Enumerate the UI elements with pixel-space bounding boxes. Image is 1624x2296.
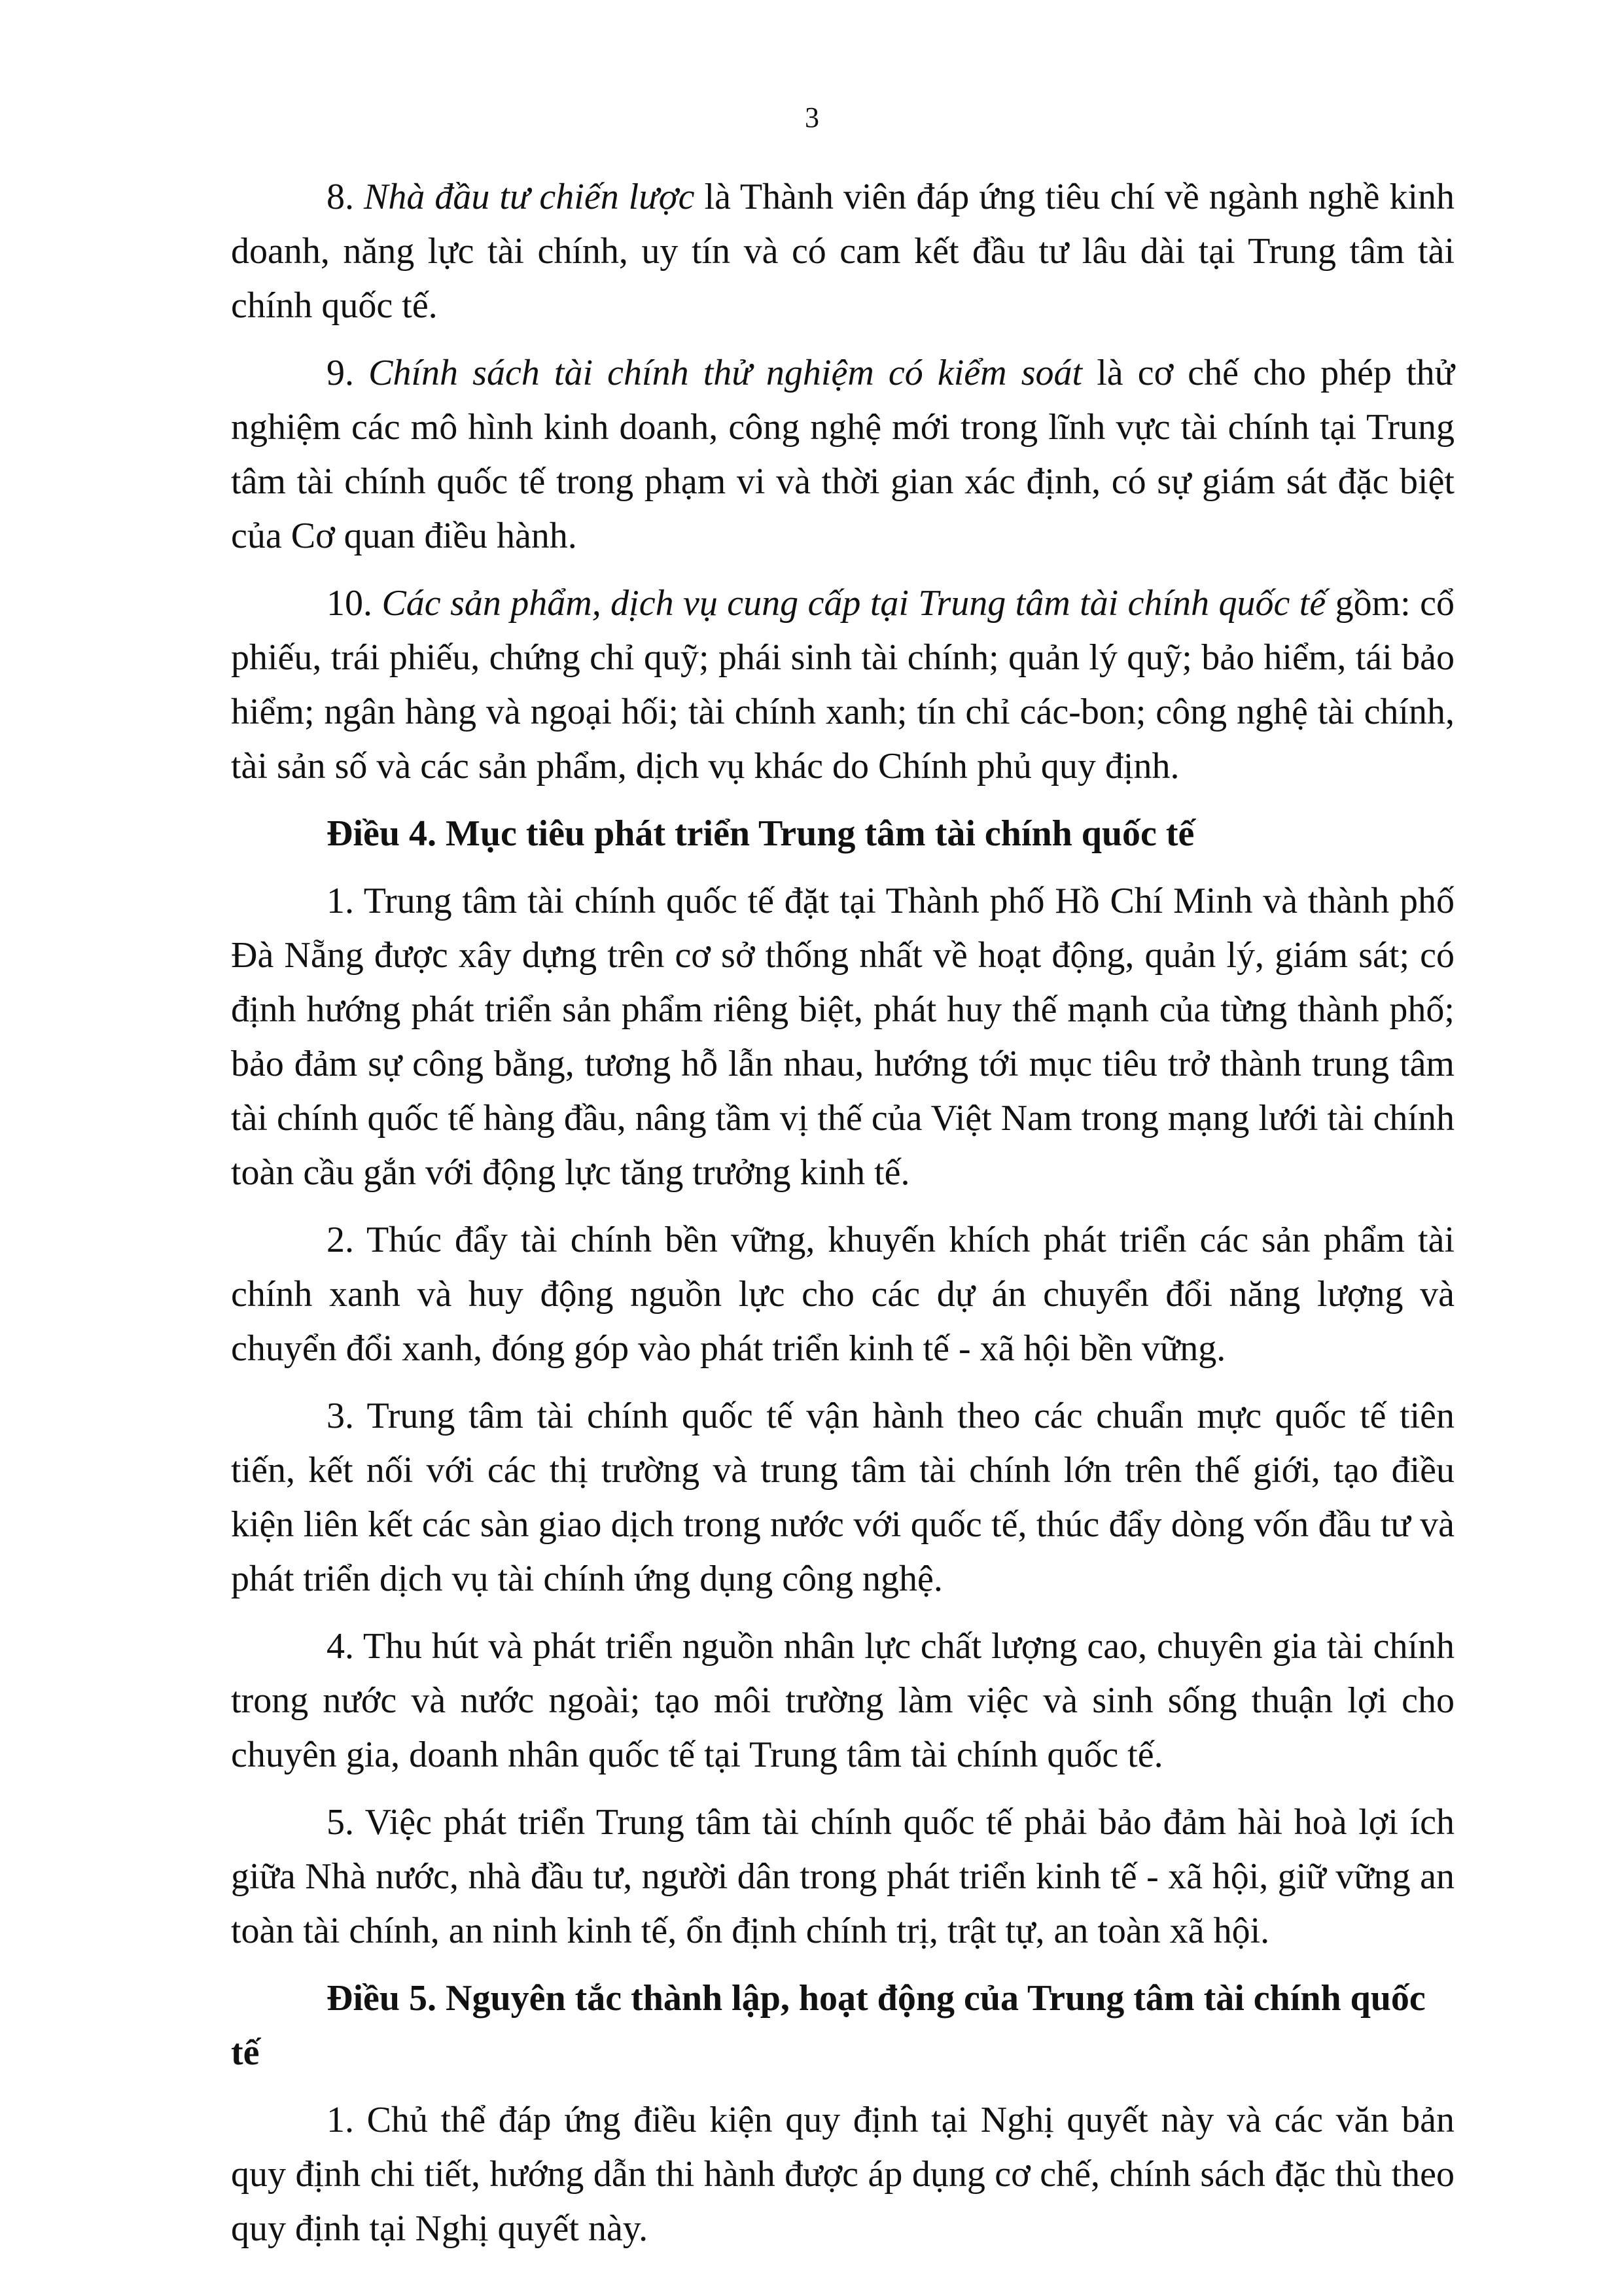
article-4-heading: Điều 4. Mục tiêu phát triển Trung tâm tài chính quốc tế — [327, 813, 1195, 854]
page-number: 3 — [805, 101, 819, 133]
definition-paragraph-10 — [231, 576, 1455, 794]
definition-text: gồm: cổ phiếu, trái phiếu, chứng chỉ quỹ; phái sinh tài chính; quản lý quỹ; bảo hiểm, tái bảo hiểm; ngân hàng và ngoại hối; tài chính xanh; tín chỉ các-bon; công nghệ tài chính, tài sản số và các sản phẩm, dịch vụ khác do Chính phủ quy định. — [231, 583, 1455, 786]
document-body — [231, 170, 1455, 2269]
paragraph-number: 8. — [327, 177, 354, 217]
article-4-clause-3: 3. Trung tâm tài chính quốc tế vận hành theo các chuẩn mực quốc tế tiên tiến, kết nối với các thị trường và trung tâm tài chính lớn trên thế giới, tạo điều kiện liên kết các sàn giao dịch trong nước với quốc tế, thúc đẩy dòng vốn đầu tư và phát triển dịch vụ tài chính ứng dụng công nghệ. — [231, 1396, 1455, 1599]
paragraph-number: 9. — [327, 353, 354, 393]
defined-term: Nhà đầu tư chiến lược — [364, 177, 695, 217]
article-4-clause-5: 5. Việc phát triển Trung tâm tài chính quốc tế phải bảo đảm hài hoà lợi ích giữa Nhà nước, nhà đầu tư, người dân trong phát triển kinh tế - xã hội, giữ vững an toàn tài chính, an ninh kinh tế, ổn định chính trị, trật tự, an toàn xã hội. — [231, 1802, 1455, 1951]
article-5-heading: Điều 5. Nguyên tắc thành lập, hoạt động của Trung tâm tài chính quốc tế — [231, 1978, 1426, 2073]
definition-paragraph-9 — [231, 346, 1455, 563]
paragraph-number: 10. — [327, 583, 372, 624]
defined-term: Chính sách tài chính thử nghiệm có kiểm soát — [368, 353, 1083, 393]
defined-term: Các sản phẩm, dịch vụ cung cấp tại Trung tâm tài chính quốc tế — [381, 583, 1326, 624]
definition-paragraph-8 — [231, 170, 1455, 333]
article-4-clause-2: 2. Thúc đẩy tài chính bền vững, khuyến khích phát triển các sản phẩm tài chính xanh và huy động nguồn lực cho các dự án chuyển đổi năng lượng và chuyển đổi xanh, đóng góp vào phát triển kinh tế - xã hội bền vững. — [231, 1220, 1455, 1369]
article-4-clause-4: 4. Thu hút và phát triển nguồn nhân lực chất lượng cao, chuyên gia tài chính trong nước và nước ngoài; tạo môi trường làm việc và sinh sống thuận lợi cho chuyên gia, doanh nhân quốc tế tại Trung tâm tài chính quốc tế. — [231, 1626, 1455, 1775]
definition-text: là cơ chế cho phép thử nghiệm các mô hình kinh doanh, công nghệ mới trong lĩnh vực tài chính tại Trung tâm tài chính quốc tế trong phạm vi và thời gian xác định, có sự giám sát đặc biệt của Cơ quan điều hành. — [231, 353, 1455, 556]
article-5-clause-1: 1. Chủ thể đáp ứng điều kiện quy định tại Nghị quyết này và các văn bản quy định chi tiết, hướng dẫn thi hành được áp dụng cơ chế, chính sách đặc thù theo quy định tại Nghị quyết này. — [231, 2100, 1455, 2249]
definition-text: là Thành viên đáp ứng tiêu chí về ngành nghề kinh doanh, năng lực tài chính, uy tín và có cam kết đầu tư lâu dài tại Trung tâm tài chính quốc tế. — [231, 177, 1455, 326]
article-4-clause-1: 1. Trung tâm tài chính quốc tế đặt tại Thành phố Hồ Chí Minh và thành phố Đà Nẵng được xây dựng trên cơ sở thống nhất về hoạt động, quản lý, giám sát; có định hướng phát triển sản phẩm riêng biệt, phát huy thế mạnh của từng thành phố; bảo đảm sự công bằng, tương hỗ lẫn nhau, hướng tới mục tiêu trở thành trung tâm tài chính quốc tế hàng đầu, nâng tầm vị thế của Việt Nam trong mạng lưới tài chính toàn cầu gắn với động lực tăng trưởng kinh tế. — [231, 881, 1455, 1193]
